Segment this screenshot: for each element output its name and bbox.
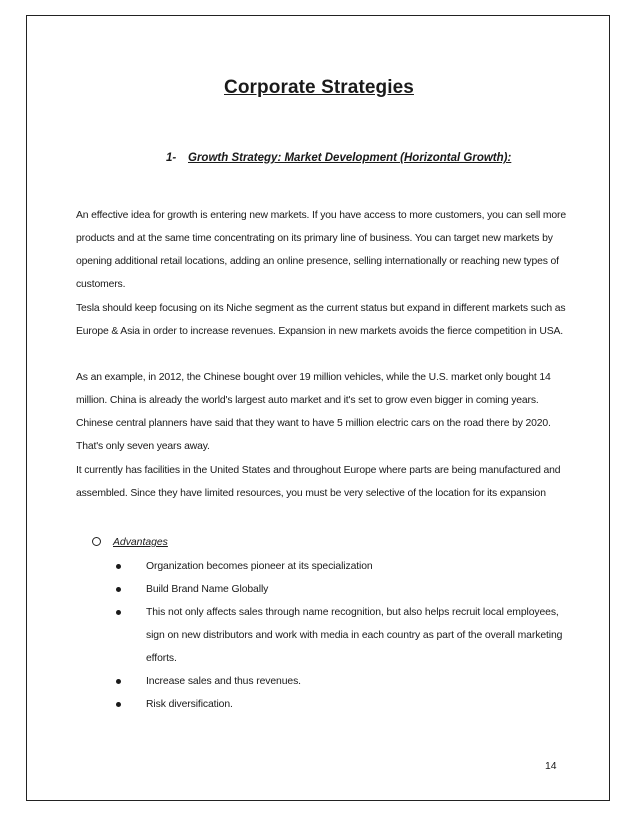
list-item-text: This not only affects sales through name recognition, but also helps recruit local employees, sign on new distributors and work with media in each country as part of the overall marketing efforts. <box>146 607 563 664</box>
advantages-label: Advantages <box>113 537 168 548</box>
paragraph-4: It currently has facilities in the United States and throughout Europe where parts are being manufactured and assembled. Since they have limited resources, you must be very selective of the location for its expansion <box>76 465 561 499</box>
list-item <box>116 578 568 601</box>
advantages-list <box>116 555 568 716</box>
list-item <box>116 555 568 578</box>
bullet-dot-icon <box>116 587 121 592</box>
page-number: 14 <box>545 761 557 772</box>
paragraph-2: Tesla should keep focusing on its Niche segment as the current status but expand in different markets such as Europe & Asia in order to increase revenues. Expansion in new markets avoids the fierce competition in USA. <box>76 303 566 337</box>
section-heading <box>166 152 511 164</box>
bullet-dot-icon <box>116 702 121 707</box>
bullet-dot-icon <box>116 679 121 684</box>
list-item-text: Organization becomes pioneer at its specialization <box>146 561 373 572</box>
list-item <box>116 670 568 693</box>
list-item <box>116 601 568 670</box>
paragraph-1: An effective idea for growth is entering new markets. If you have access to more customers, you can sell more products and at the same time concentrating on its primary line of business. You can target new markets by opening additional retail locations, adding an online presence, selling internationally or reaching new types of customers. <box>76 210 566 290</box>
section-number: 1- <box>166 152 177 164</box>
list-item <box>116 693 568 716</box>
bullet-dot-icon <box>116 564 121 569</box>
list-item-text: Build Brand Name Globally <box>146 584 269 595</box>
list-item-text: Risk diversification. <box>146 699 233 710</box>
page-title: Corporate Strategies <box>224 77 414 98</box>
advantages-heading <box>92 537 168 548</box>
paragraph-3: As an example, in 2012, the Chinese bought over 19 million vehicles, while the U.S. market only bought 14 million. China is already the world's largest auto market and it's set to grow even bigger in coming years. Chinese central planners have said that they want to have 5 million electric cars on the road there by 2020. That's only seven years away. <box>76 372 551 452</box>
circle-bullet-icon <box>92 537 101 546</box>
list-item-text: Increase sales and thus revenues. <box>146 676 301 687</box>
bullet-dot-icon <box>116 610 121 615</box>
section-heading-text: Growth Strategy: Market Development (Horizontal Growth): <box>188 152 512 164</box>
